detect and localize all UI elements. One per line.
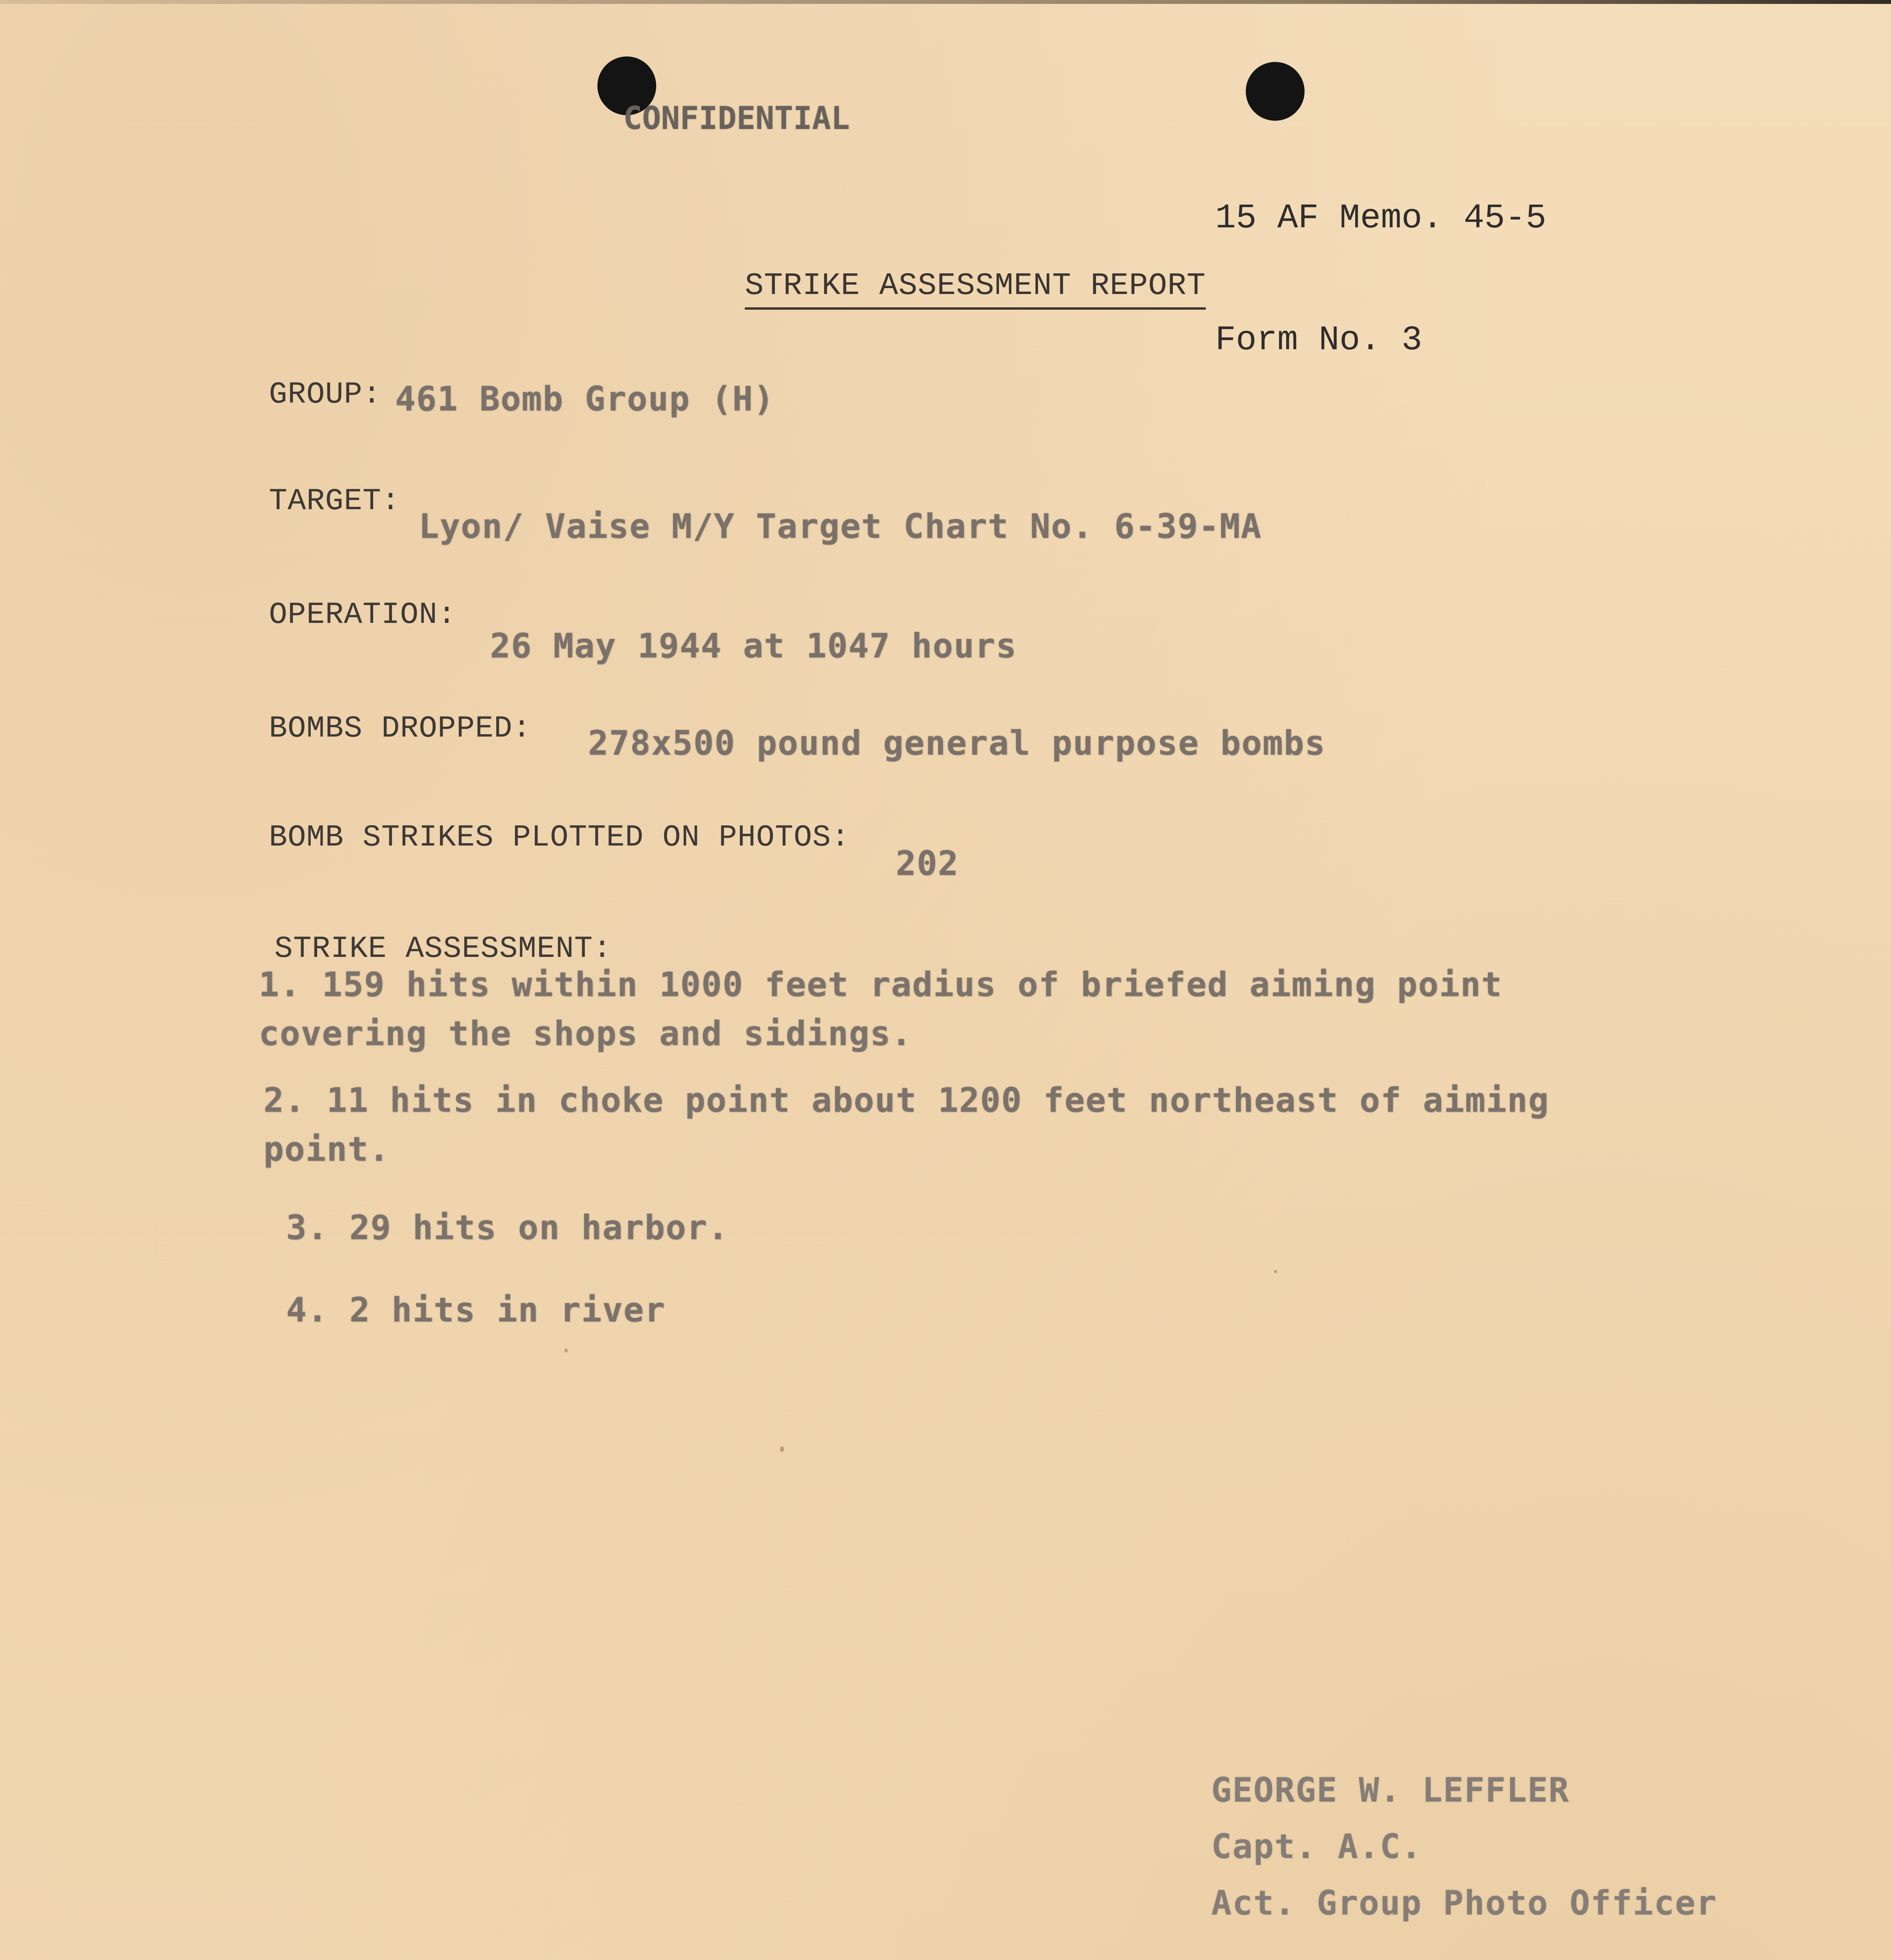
punch-hole-right [1246, 62, 1305, 121]
target-label: TARGET: [269, 484, 400, 519]
assessment-item-3: 3. 29 hits on harbor. [286, 1208, 729, 1247]
page-top-edge [0, 0, 1891, 4]
strikes-plotted-label: BOMB STRIKES PLOTTED ON PHOTOS: [269, 820, 850, 855]
assessment-item-1: 1. 159 hits within 1000 feet radius of briefed aiming point covering the shops and sidings. [259, 965, 1503, 1053]
classification-stamp: CONFIDENTIAL [623, 100, 850, 136]
operation-value: 26 May 1944 at 1047 hours [490, 626, 1017, 666]
group-value: 461 Bomb Group (H) [395, 379, 775, 419]
signature-block [1211, 1756, 1717, 1938]
paper-speck [1274, 1270, 1277, 1273]
form-number: Form No. 3 [1215, 321, 1423, 360]
memo-number: 15 AF Memo. 45-5 [1215, 199, 1546, 238]
bombs-dropped-label: BOMBS DROPPED: [269, 711, 532, 746]
signature-name: GEORGE W. LEFFLER [1211, 1771, 1570, 1810]
report-title: STRIKE ASSESSMENT REPORT [745, 270, 1206, 310]
signature-title: Act. Group Photo Officer [1211, 1883, 1717, 1923]
strike-assessment-label: STRIKE ASSESSMENT: [274, 932, 612, 966]
target-value: Lyon/ Vaise M/Y Target Chart No. 6-39-MA [419, 507, 1262, 546]
operation-label: OPERATION: [269, 598, 457, 632]
group-label: GROUP: [269, 377, 381, 412]
paper-speck [564, 1348, 568, 1352]
assessment-item-4: 4. 2 hits in river [286, 1290, 666, 1330]
paper-speck [780, 1446, 784, 1452]
memo-reference [1215, 117, 1546, 443]
signature-rank: Capt. A.C. [1211, 1827, 1422, 1866]
assessment-item-2: 2. 11 hits in choke point about 1200 feet northeast of aiming point. [263, 1081, 1550, 1169]
strikes-plotted-value: 202 [896, 844, 959, 883]
bombs-dropped-value: 278x500 pound general purpose bombs [588, 724, 1326, 763]
